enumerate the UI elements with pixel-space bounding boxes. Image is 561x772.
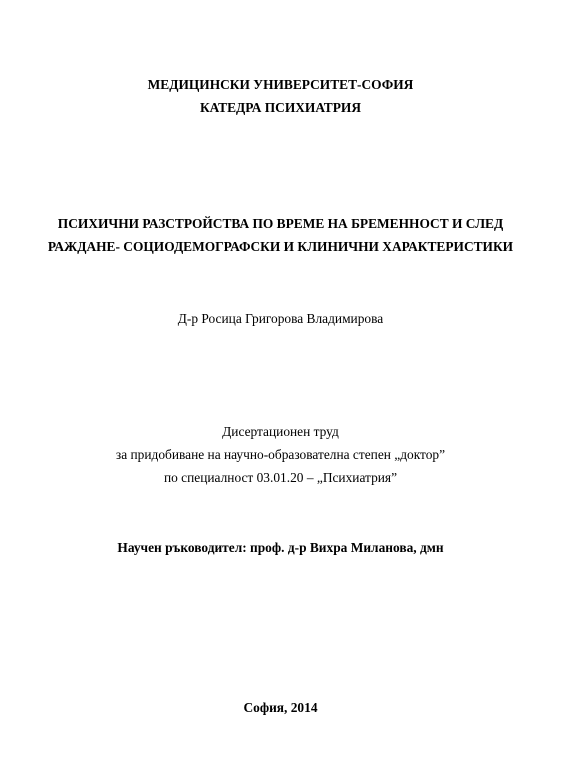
scientific-supervisor: Научен ръководител: проф. д-р Вихра Миланова, дмн: [117, 540, 444, 555]
city-and-year: София, 2014: [243, 700, 318, 715]
author-name: Д-р Росица Григорова Владимирова: [177, 311, 384, 326]
university-name: МЕДИЦИНСКИ УНИВЕРСИТЕТ-СОФИЯ: [147, 77, 414, 92]
dissertation-type: Дисертационен труд: [222, 424, 339, 439]
dissertation-specialty: по специалност 03.01.20 – „Психиатрия”: [163, 470, 398, 485]
thesis-title-line-1: ПСИХИЧНИ РАЗСТРОЙСТВА ПО ВРЕМЕ НА БРЕМЕННОСТ И СЛЕД: [57, 216, 504, 231]
department-name: КАТЕДРА ПСИХИАТРИЯ: [199, 100, 362, 115]
thesis-title-line-2: РАЖДАНЕ- СОЦИОДЕМОГРАФСКИ И КЛИНИЧНИ ХАРАКТЕРИСТИКИ: [47, 239, 514, 254]
dissertation-purpose: за придобиване на научно-образователна степен „доктор”: [115, 447, 446, 462]
